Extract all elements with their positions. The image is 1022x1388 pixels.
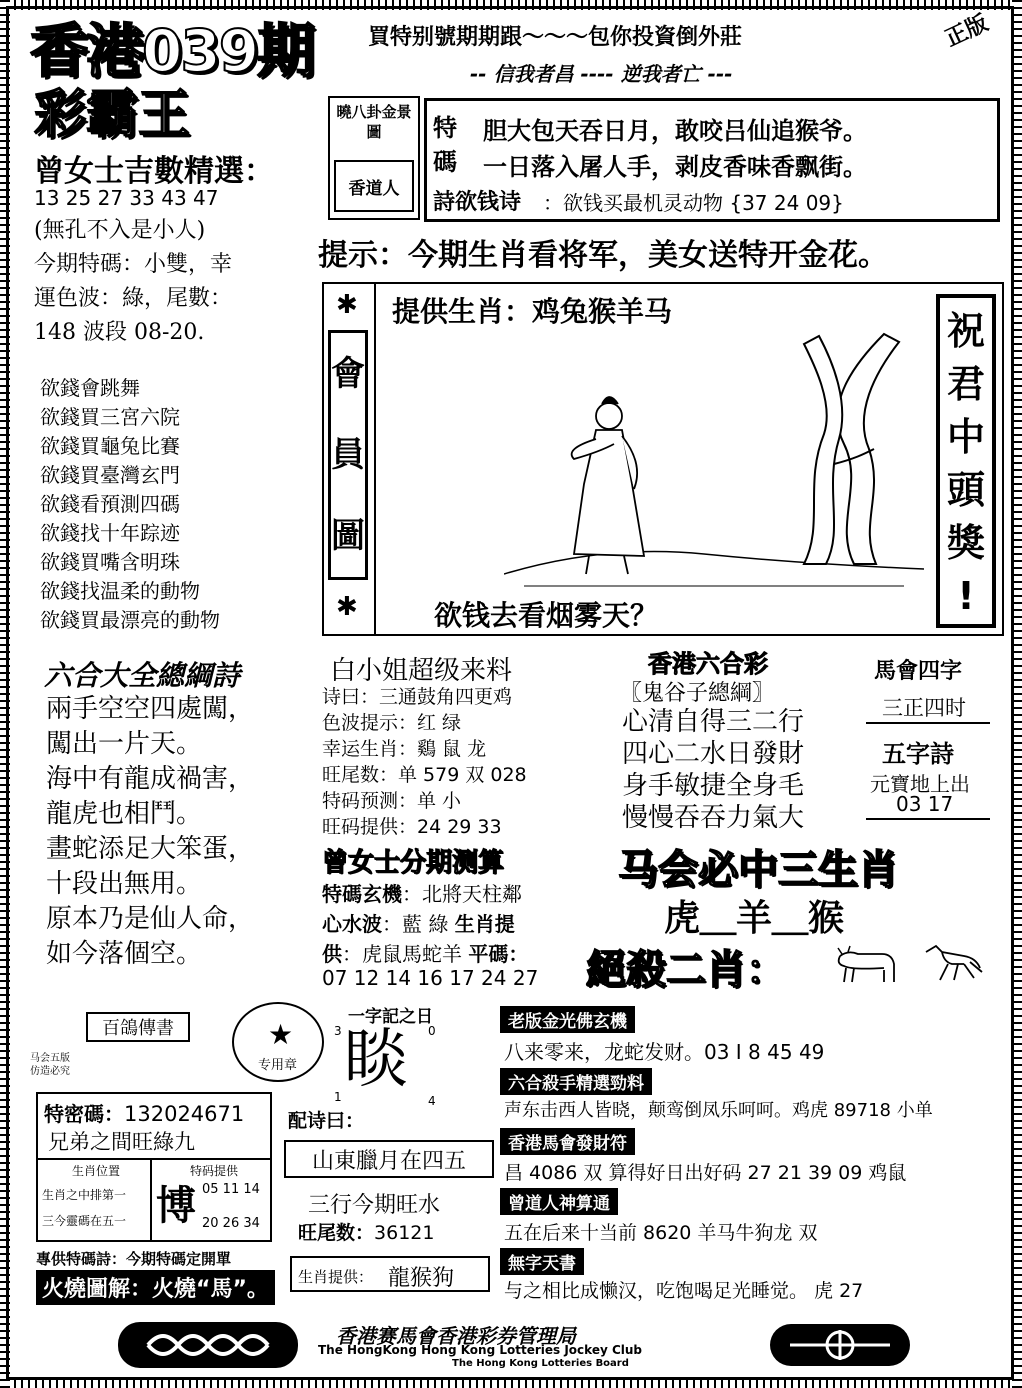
bai-line: 诗曰：三通鼓角四更鸡 bbox=[322, 686, 513, 708]
riddle-poem-label: 配诗曰： bbox=[288, 1110, 365, 1132]
zeng-numbers: 07 12 14 16 17 24 27 bbox=[322, 966, 539, 990]
pos-heading: 生肖位置 bbox=[72, 1164, 121, 1178]
item-label: 六合殺手精選勁料 bbox=[500, 1068, 652, 1095]
slogan: 買特别號期期跟～～～包你投資倒外莊 bbox=[368, 24, 743, 50]
guigu-line: 身手敏捷全身毛 bbox=[622, 771, 805, 801]
zeng-label: 平碼： bbox=[468, 942, 529, 966]
kill-two-heading: 絕殺二肖： bbox=[586, 947, 786, 993]
footer-logo-left bbox=[118, 1322, 298, 1368]
right-list bbox=[500, 1006, 1000, 1306]
five-word-numbers: 03 17 bbox=[896, 792, 954, 816]
guigu-line: 慢慢吞吞力氣大 bbox=[622, 803, 805, 833]
list-item: 欲錢看預測四碼 bbox=[40, 492, 180, 516]
list-item: 欲錢會跳舞 bbox=[40, 376, 140, 400]
item-text: 昌 4086 双 算得好日出好码 27 21 39 09 鸡鼠 bbox=[504, 1162, 907, 1184]
poem-label-char: 碼 bbox=[433, 148, 457, 176]
footer-en1: The HongKong Hong Kong Lotteries Jockey Club bbox=[318, 1343, 643, 1357]
riddle-poem-value: 山東臘月在四五 bbox=[284, 1140, 494, 1178]
fire-label: 火燒圖解：火燒“馬”。 bbox=[36, 1270, 275, 1305]
riddle-num: 4 bbox=[428, 1094, 436, 1108]
item-label: 香港馬會發財符 bbox=[500, 1128, 635, 1155]
vertical-char: 圖 bbox=[331, 516, 365, 557]
list-item: 欲錢找温柔的動物 bbox=[40, 579, 200, 603]
poem-line-3: ：欲钱买最机灵动物 {37 24 09} bbox=[543, 191, 844, 215]
page-subtitle: 彩霸王 bbox=[34, 85, 191, 145]
item-text: 五在后来十当前 8620 羊马牛狗龙 双 bbox=[504, 1222, 818, 1244]
page-title: 香港039期 bbox=[30, 17, 314, 85]
tail-label: 旺尾数： bbox=[298, 1222, 375, 1244]
hint-line bbox=[318, 230, 888, 274]
special-poem-line: 專供特碼詩：今期特碼定開單 bbox=[36, 1250, 232, 1268]
bai-lines bbox=[322, 684, 527, 840]
provide-label: 提供生肖： bbox=[392, 295, 533, 328]
zeng-line-2 bbox=[322, 908, 515, 937]
list-item: 欲錢買三宮六院 bbox=[40, 405, 180, 429]
guigu-heading: 香港六合彩 bbox=[648, 650, 768, 678]
poem-line: 闖出一片天。 bbox=[46, 729, 203, 759]
riddle-heading: 一字記之日 bbox=[348, 1007, 433, 1027]
secret-value: 132024671 bbox=[124, 1102, 245, 1126]
guigu-line: 心清自得三二行 bbox=[622, 707, 805, 737]
bai-heading: 白小姐超级来料 bbox=[330, 656, 513, 686]
stamp-text: 专用章 bbox=[258, 1058, 298, 1073]
poem-line: 畫蛇添足大笨蛋， bbox=[46, 834, 255, 864]
emblem-icon bbox=[770, 1324, 910, 1366]
poem-line-2: 一日落入屠人手，剥皮香味香飘街。 bbox=[483, 152, 867, 181]
guigu-line: 四心二水日發財 bbox=[622, 739, 805, 769]
secret-box bbox=[36, 1092, 272, 1242]
knot-icon bbox=[118, 1322, 298, 1368]
big-poem-heading: 六合大全總綱詩 bbox=[44, 659, 241, 692]
list-item: 欲錢買龜兔比賽 bbox=[40, 434, 180, 458]
riddle-num: 0 bbox=[428, 1024, 436, 1038]
zodiac-provide-value: 龍猴狗 bbox=[388, 1266, 455, 1291]
figure-tree-illustration bbox=[504, 324, 924, 594]
official-stamp bbox=[232, 1002, 324, 1082]
lucky-line: 運色波：綠，尾數： bbox=[34, 286, 233, 311]
horse-club-heading: 馬會四字 bbox=[874, 659, 963, 684]
logo-tag: 香道人 bbox=[334, 160, 414, 212]
poem-line: 龍虎也相鬥。 bbox=[46, 799, 203, 829]
vertical-char: 員 bbox=[331, 434, 365, 475]
special-poem-box bbox=[424, 98, 1000, 222]
member-picture-label bbox=[328, 330, 368, 580]
vertical-char: 頭 bbox=[946, 467, 985, 512]
list-item: 欲錢找十年踪迹 bbox=[40, 521, 180, 545]
divider bbox=[866, 818, 990, 820]
vertical-char: 君 bbox=[946, 361, 985, 406]
pigeon-label: 百鴿傳書 bbox=[86, 1012, 190, 1042]
item-text: 与之相比成懒汉，吃饱喝足光睡觉。 虎 27 bbox=[504, 1280, 864, 1302]
small-notice: 马会五版 仿造必究 bbox=[30, 1053, 70, 1077]
footer-logo-right bbox=[770, 1324, 910, 1366]
corner-badge: 正版 bbox=[941, 10, 993, 52]
vertical-char: ! bbox=[957, 573, 975, 618]
hint-label: 提示： bbox=[318, 238, 408, 273]
zeng-value: ：藍 綠 bbox=[382, 912, 455, 936]
secret-code bbox=[44, 1098, 244, 1127]
poem-label-3: 詩欲钱诗 bbox=[433, 190, 522, 215]
bai-line: 幸运生肖：鷄 鼠 龙 bbox=[322, 738, 487, 760]
item-text: 声东击西人皆晓，颠鸾倒凤乐呵呵。鸡虎 89718 小单 bbox=[504, 1100, 933, 1121]
zeng-label: 生肖提 bbox=[454, 912, 515, 936]
item-label: 曾道人神算通 bbox=[500, 1188, 618, 1215]
sub-slogan: -- 信我者昌 ---- 逆我者亡 --- bbox=[470, 62, 733, 86]
right-vertical-panel bbox=[936, 294, 996, 628]
lucky-line: 今期特碼：小雙，幸 bbox=[34, 252, 233, 277]
riddle-num: 3 bbox=[334, 1024, 342, 1038]
prov-top: 05 11 14 bbox=[202, 1182, 260, 1197]
three-zodiac-value: 虎＿羊＿猴 bbox=[664, 898, 845, 939]
horse-icon bbox=[918, 940, 984, 984]
logo-label: 曉八卦金景圖 bbox=[336, 103, 412, 141]
poem-line-1: 胆大包天吞日月，敢咬吕仙追猴爷。 bbox=[483, 116, 867, 145]
prov-bottom: 20 26 34 bbox=[202, 1216, 260, 1231]
list-item: 欲錢買臺灣玄門 bbox=[40, 463, 180, 487]
poem-line: 兩手空空四處闖， bbox=[46, 694, 255, 724]
five-word-heading: 五字詩 bbox=[882, 740, 954, 768]
provide-value: 鸡兔猴羊马 bbox=[532, 295, 673, 328]
riddle-char: 睒 bbox=[344, 1023, 408, 1097]
item-text: 八来零来，龙蛇发财。03 I 8 45 49 bbox=[504, 1040, 825, 1064]
list-item: 欲錢買最漂亮的動物 bbox=[40, 608, 220, 632]
star-icon: ✱ bbox=[336, 290, 358, 320]
poem-line: 十段出無用。 bbox=[46, 869, 203, 899]
divider bbox=[150, 1158, 152, 1240]
want-money-list bbox=[40, 374, 220, 635]
left-vertical-panel bbox=[324, 284, 376, 634]
zeng-value: ：北將天柱鄰 bbox=[402, 882, 522, 906]
lucky-heading: 曾女士吉數精選： bbox=[34, 154, 274, 189]
riddle-num: 1 bbox=[334, 1090, 342, 1104]
divider bbox=[866, 722, 990, 724]
lucky-lines bbox=[34, 214, 232, 350]
zeng-value: ：虎鼠馬蛇羊 bbox=[342, 942, 469, 966]
pos-line: 三今靈碼在五一 bbox=[42, 1214, 127, 1228]
brother-line: 兄弟之間旺綠九 bbox=[48, 1130, 195, 1154]
lucky-numbers: 13 25 27 33 43 47 bbox=[34, 186, 219, 210]
bo-char: 博 bbox=[156, 1182, 196, 1229]
lucky-line: (無孔不入是小人) bbox=[34, 218, 206, 243]
zeng-label: 供 bbox=[322, 942, 342, 966]
guigu-sub: 〖鬼谷子總綱〗 bbox=[620, 681, 775, 706]
poem-label-vertical bbox=[433, 111, 457, 179]
good-luck-label bbox=[940, 304, 992, 622]
star-icon: ✱ bbox=[336, 592, 358, 622]
tail-value: 36121 bbox=[374, 1222, 435, 1244]
item-label: 無字天書 bbox=[500, 1248, 584, 1275]
item-label: 老版金光佛玄機 bbox=[500, 1006, 635, 1033]
poem-line: 如今落個空。 bbox=[46, 939, 203, 969]
guigu-lines bbox=[622, 706, 804, 834]
footer-cn: 香港赛馬會香港彩券管理局 bbox=[336, 1324, 576, 1348]
secret-label: 特密碼： bbox=[44, 1102, 124, 1126]
poem-line: 原本乃是仙人命， bbox=[46, 904, 255, 934]
big-poem-lines bbox=[46, 692, 254, 972]
zeng-heading: 曾女士分期测算 bbox=[322, 848, 505, 878]
picture-caption: 欲钱去看烟雾天？ bbox=[434, 599, 659, 632]
three-zodiac-heading: 马会必中三生肖 bbox=[618, 847, 898, 893]
picture-box bbox=[322, 282, 1004, 636]
footer-en2: The Hong Kong Lotteries Board bbox=[452, 1358, 629, 1369]
zodiac-provide-box bbox=[290, 1256, 490, 1292]
bai-line: 旺码提供：24 29 33 bbox=[322, 816, 502, 838]
zeng-line-3 bbox=[322, 938, 528, 967]
zeng-label: 心水波 bbox=[322, 912, 382, 936]
zodiac-provide-label: 生肖提供： bbox=[298, 1268, 374, 1286]
zeng-label: 特碼玄機 bbox=[322, 882, 402, 906]
bai-line: 特码预测：单 小 bbox=[322, 790, 462, 812]
vertical-char: 祝 bbox=[946, 308, 985, 353]
vertical-char: 中 bbox=[946, 414, 985, 459]
ox-icon bbox=[834, 942, 900, 986]
divider bbox=[38, 1158, 270, 1160]
poem-line: 海中有龍成禍害， bbox=[46, 764, 255, 794]
vertical-char: 獎 bbox=[946, 520, 985, 565]
horse-club-value: 三正四时 bbox=[882, 696, 966, 720]
hint-text: 今期生肖看将军，美女送特开金花。 bbox=[408, 238, 888, 273]
bai-line: 旺尾数：单 579 双 028 bbox=[322, 764, 527, 786]
bai-line: 色波提示：红 绿 bbox=[322, 712, 462, 734]
pos-line: 生肖之中排第一 bbox=[42, 1188, 127, 1202]
three-line: 三行今期旺水 bbox=[308, 1193, 441, 1218]
zeng-line-1 bbox=[322, 878, 522, 907]
list-item: 欲錢買嘴含明珠 bbox=[40, 550, 180, 574]
poem-label-char: 特 bbox=[433, 114, 457, 142]
five-word-value: 元寶地上出 bbox=[870, 772, 970, 796]
star-icon: ★ bbox=[268, 1018, 294, 1051]
prov-heading: 特码提供 bbox=[190, 1164, 239, 1178]
logo-box bbox=[328, 96, 420, 220]
lucky-line: 148 波段 08-20. bbox=[34, 320, 205, 345]
vertical-char: 會 bbox=[331, 353, 365, 394]
tail-number bbox=[298, 1218, 434, 1245]
